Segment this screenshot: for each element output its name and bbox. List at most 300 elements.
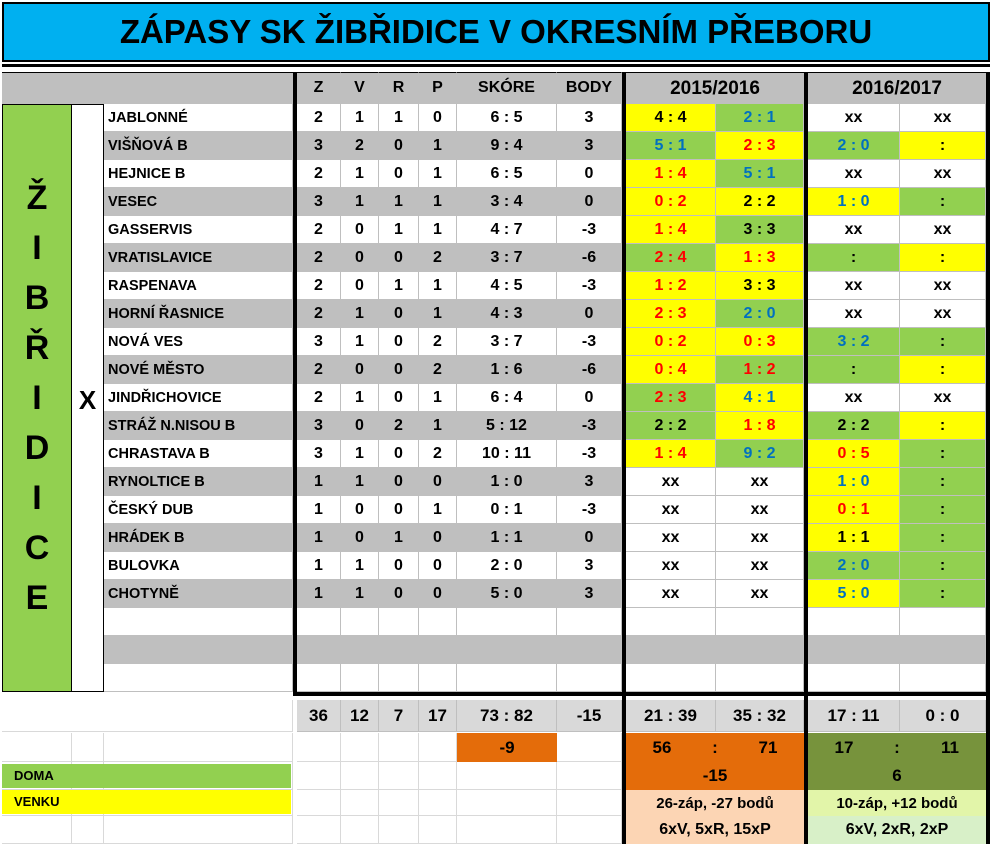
cell-skore: 3 : 4 [457, 188, 557, 216]
cell-p: 1 [419, 160, 457, 188]
result-s1a [716, 664, 804, 692]
season1-matches: 26-záp, -27 bodů [626, 790, 804, 816]
result-s1h: xx [626, 524, 716, 552]
grid-cell [419, 762, 457, 790]
cell-skore: 6 : 5 [457, 160, 557, 188]
team-name: ČESKÝ DUB [104, 496, 293, 524]
result-s1h: xx [626, 496, 716, 524]
cell-v [341, 664, 379, 692]
cell-r: 0 [379, 440, 419, 468]
result-s1a: 2 : 2 [716, 188, 804, 216]
team-name: VESEC [104, 188, 293, 216]
result-s2h: 2 : 0 [808, 552, 900, 580]
team-name: BULOVKA [104, 552, 293, 580]
legend-home: DOMA [2, 764, 291, 788]
cell-body: -3 [557, 216, 622, 244]
result-s1a: 0 : 3 [716, 328, 804, 356]
result-s2a: : [900, 580, 986, 608]
grid-cell [2, 816, 72, 844]
cell-body: -3 [557, 412, 622, 440]
result-s1h: 2 : 3 [626, 300, 716, 328]
team-name: RYNOLTICE B [104, 468, 293, 496]
cell-body: 3 [557, 132, 622, 160]
team-name: GASSERVIS [104, 216, 293, 244]
result-s1a: 4 : 1 [716, 384, 804, 412]
sidebar-letter: Ž [26, 179, 48, 217]
grid-cell [379, 762, 419, 790]
result-s2h: 2 : 2 [808, 412, 900, 440]
cell-p: 1 [419, 300, 457, 328]
header-season-2015: 2015/2016 [626, 72, 804, 104]
result-s2a: : [900, 244, 986, 272]
separator-left [293, 72, 297, 692]
cell-z [297, 636, 341, 664]
cell-r: 1 [379, 188, 419, 216]
cell-v: 1 [341, 160, 379, 188]
grid-cell [557, 790, 622, 816]
result-s2h: xx [808, 216, 900, 244]
grid-cell [341, 762, 379, 790]
grid-cell [341, 790, 379, 816]
cell-r: 0 [379, 356, 419, 384]
sidebar-letter: I [32, 379, 42, 417]
cell-p: 2 [419, 440, 457, 468]
cell-p: 0 [419, 468, 457, 496]
result-s1a: xx [716, 468, 804, 496]
cell-v: 1 [341, 300, 379, 328]
sidebar-letter: B [24, 279, 50, 317]
cell-v: 0 [341, 524, 379, 552]
cell-skore [457, 664, 557, 692]
header-v: V [341, 72, 379, 104]
grid-cell [457, 790, 557, 816]
cell-z: 3 [297, 188, 341, 216]
team-name: HORNÍ ŘASNICE [104, 300, 293, 328]
result-s1h: xx [626, 580, 716, 608]
cell-r [379, 664, 419, 692]
cell-r: 0 [379, 328, 419, 356]
team-name: VIŠŇOVÁ B [104, 132, 293, 160]
result-s1h: 2 : 2 [626, 412, 716, 440]
total-p: 17 [419, 700, 457, 732]
cell-v: 0 [341, 244, 379, 272]
result-s1h: 2 : 3 [626, 384, 716, 412]
result-s2a [900, 608, 986, 636]
result-s1a: 1 : 8 [716, 412, 804, 440]
season2-matches: 10-záp, +12 bodů [808, 790, 986, 816]
grid-cell [379, 790, 419, 816]
cell-r: 0 [379, 244, 419, 272]
result-s1a [716, 608, 804, 636]
cell-p: 1 [419, 412, 457, 440]
cell-z: 1 [297, 552, 341, 580]
sidebar-letter: I [32, 229, 42, 267]
team-name-sidebar [2, 104, 72, 692]
result-s2a: xx [900, 104, 986, 132]
cell-p: 2 [419, 244, 457, 272]
cell-skore: 4 : 5 [457, 272, 557, 300]
cell-body: 3 [557, 580, 622, 608]
result-s1a: xx [716, 552, 804, 580]
cell-skore: 2 : 0 [457, 552, 557, 580]
result-s1a: 3 : 3 [716, 216, 804, 244]
header-blank [2, 72, 293, 104]
cell-v: 1 [341, 580, 379, 608]
result-s2a: : [900, 552, 986, 580]
cell-skore [457, 608, 557, 636]
cell-z: 2 [297, 272, 341, 300]
cell-body: 0 [557, 300, 622, 328]
total-s2h: 17 : 11 [808, 700, 900, 732]
result-s2h: xx [808, 104, 900, 132]
cell-body [557, 636, 622, 664]
result-s1h: xx [626, 552, 716, 580]
season1-record: 6xV, 5xR, 15xP [626, 816, 804, 844]
season2-record: 6xV, 2xR, 2xP [808, 816, 986, 844]
result-s2h: 0 : 1 [808, 496, 900, 524]
cell-skore: 1 : 0 [457, 468, 557, 496]
header-body: BODY [557, 72, 622, 104]
cell-v: 1 [341, 384, 379, 412]
total-r: 7 [379, 700, 419, 732]
result-s2h: 1 : 1 [808, 524, 900, 552]
cell-skore: 1 : 1 [457, 524, 557, 552]
cell-body: -3 [557, 328, 622, 356]
result-s2h: 1 : 0 [808, 188, 900, 216]
cell-v [341, 636, 379, 664]
cell-v: 1 [341, 552, 379, 580]
cell-v [341, 608, 379, 636]
result-s1a: 2 : 1 [716, 104, 804, 132]
season1-goals-for: 56 [652, 737, 672, 757]
cell-z: 1 [297, 524, 341, 552]
grid-cell [297, 816, 341, 844]
team-name: RASPENAVA [104, 272, 293, 300]
cell-z: 3 [297, 440, 341, 468]
season1-goals-against: 71 [758, 737, 778, 757]
grid-cell [72, 733, 104, 762]
result-s2h [808, 608, 900, 636]
grid-cell [457, 816, 557, 844]
separator-totals [293, 692, 990, 696]
result-s1a: 9 : 2 [716, 440, 804, 468]
cell-skore: 0 : 1 [457, 496, 557, 524]
result-s2a: : [900, 496, 986, 524]
cell-skore: 4 : 7 [457, 216, 557, 244]
cell-v: 0 [341, 272, 379, 300]
result-s1a: 1 : 2 [716, 356, 804, 384]
result-s2h: 3 : 2 [808, 328, 900, 356]
cell-z: 1 [297, 468, 341, 496]
cell-z: 2 [297, 356, 341, 384]
cell-r: 0 [379, 496, 419, 524]
cell-v: 1 [341, 468, 379, 496]
cell-v: 0 [341, 412, 379, 440]
result-s2a: : [900, 328, 986, 356]
result-s1h [626, 608, 716, 636]
cell-r: 0 [379, 468, 419, 496]
cell-v: 1 [341, 328, 379, 356]
cell-r: 0 [379, 300, 419, 328]
cell-r: 0 [379, 160, 419, 188]
result-s1a: 1 : 3 [716, 244, 804, 272]
team-name [104, 636, 293, 664]
result-s2h: 1 : 0 [808, 468, 900, 496]
cell-r: 1 [379, 524, 419, 552]
season2-goals-for: 17 [834, 737, 854, 757]
cell-body: -3 [557, 272, 622, 300]
header-p: P [419, 72, 457, 104]
separator-mid [622, 72, 626, 844]
cell-p: 2 [419, 328, 457, 356]
cell-r: 1 [379, 216, 419, 244]
result-s2a: xx [900, 160, 986, 188]
result-s2a: : [900, 356, 986, 384]
versus-mark: X [78, 385, 97, 415]
cell-r: 1 [379, 272, 419, 300]
cell-body: 3 [557, 468, 622, 496]
separator-edge [986, 72, 990, 844]
grid-cell [379, 733, 419, 762]
team-name: VRATISLAVICE [104, 244, 293, 272]
result-s2h [808, 664, 900, 692]
cell-body: 0 [557, 384, 622, 412]
cell-p: 0 [419, 580, 457, 608]
season2-goals [808, 733, 986, 762]
cell-z: 2 [297, 104, 341, 132]
legend-away: VENKU [2, 790, 291, 814]
result-s1a: xx [716, 496, 804, 524]
cell-p: 0 [419, 524, 457, 552]
cell-body: -6 [557, 244, 622, 272]
result-s1h: 1 : 4 [626, 160, 716, 188]
cell-v: 1 [341, 440, 379, 468]
result-s2h: 5 : 0 [808, 580, 900, 608]
cell-skore: 5 : 0 [457, 580, 557, 608]
sidebar-letter: C [24, 529, 50, 567]
cell-body: -3 [557, 496, 622, 524]
result-s1h: 1 : 4 [626, 440, 716, 468]
result-s2h: 2 : 0 [808, 132, 900, 160]
sidebar-letter: D [24, 429, 50, 467]
team-name: STRÁŽ N.NISOU B [104, 412, 293, 440]
total-skore: 73 : 82 [457, 700, 557, 732]
goal-difference: -9 [457, 733, 557, 762]
result-s2a: xx [900, 272, 986, 300]
cell-p [419, 608, 457, 636]
season1-goals [626, 733, 804, 762]
grid-cell [2, 733, 72, 762]
cell-z: 3 [297, 328, 341, 356]
header-z: Z [297, 72, 341, 104]
cell-body: 3 [557, 552, 622, 580]
cell-v: 0 [341, 356, 379, 384]
grid-cell [297, 762, 341, 790]
title-underline [2, 64, 990, 67]
sidebar-letter: I [32, 479, 42, 517]
cell-skore: 1 : 6 [457, 356, 557, 384]
result-s2a: xx [900, 384, 986, 412]
cell-skore: 4 : 3 [457, 300, 557, 328]
result-s2a: : [900, 132, 986, 160]
result-s1a: 5 : 1 [716, 160, 804, 188]
total-s1a: 35 : 32 [716, 700, 804, 732]
grid-cell [104, 733, 293, 762]
grid-cell [419, 733, 457, 762]
result-s1h: 4 : 4 [626, 104, 716, 132]
team-name: HRÁDEK B [104, 524, 293, 552]
result-s2a [900, 636, 986, 664]
cell-p: 1 [419, 132, 457, 160]
total-z: 36 [297, 700, 341, 732]
cell-v: 0 [341, 216, 379, 244]
result-s2a: : [900, 524, 986, 552]
cell-v: 2 [341, 132, 379, 160]
cell-z: 2 [297, 300, 341, 328]
result-s2a [900, 664, 986, 692]
result-s2h: xx [808, 160, 900, 188]
result-s1h: 1 : 2 [626, 272, 716, 300]
result-s2a: : [900, 468, 986, 496]
result-s1a: xx [716, 524, 804, 552]
result-s2a: : [900, 188, 986, 216]
cell-skore: 5 : 12 [457, 412, 557, 440]
result-s1h: 1 : 4 [626, 216, 716, 244]
cell-z [297, 608, 341, 636]
grid-cell [419, 790, 457, 816]
result-s1h: 0 : 2 [626, 188, 716, 216]
cell-r: 0 [379, 384, 419, 412]
result-s1a [716, 636, 804, 664]
cell-skore: 6 : 5 [457, 104, 557, 132]
result-s2h: xx [808, 272, 900, 300]
result-s1a: 3 : 3 [716, 272, 804, 300]
cell-body: 0 [557, 160, 622, 188]
result-s2h: : [808, 356, 900, 384]
header-r: R [379, 72, 419, 104]
result-s2h: xx [808, 384, 900, 412]
page-title: ZÁPASY SK ŽIBŘIDICE V OKRESNÍM PŘEBORU [2, 2, 990, 62]
result-s1h: 2 : 4 [626, 244, 716, 272]
cell-r [379, 608, 419, 636]
sidebar-letter: E [25, 579, 49, 617]
result-s1h: 5 : 1 [626, 132, 716, 160]
result-s2h: : [808, 244, 900, 272]
result-s2h: xx [808, 300, 900, 328]
cell-p: 1 [419, 188, 457, 216]
cell-z: 3 [297, 132, 341, 160]
team-name: CHOTYNĚ [104, 580, 293, 608]
cell-z: 1 [297, 580, 341, 608]
sidebar-letter: Ř [24, 329, 50, 367]
totals-blank [2, 700, 293, 732]
cell-body [557, 664, 622, 692]
grid-cell [379, 816, 419, 844]
season1-goals-sep: : [712, 737, 718, 757]
total-s2a: 0 : 0 [900, 700, 986, 732]
grid-cell [72, 816, 104, 844]
grid-cell [419, 816, 457, 844]
cell-z [297, 664, 341, 692]
season1-diff: -15 [626, 762, 804, 790]
cell-p [419, 636, 457, 664]
grid-cell [297, 733, 341, 762]
result-s2a: xx [900, 300, 986, 328]
cell-body: 0 [557, 188, 622, 216]
grid-cell [297, 790, 341, 816]
cell-skore: 9 : 4 [457, 132, 557, 160]
result-s1h [626, 636, 716, 664]
team-name [104, 608, 293, 636]
result-s2h [808, 636, 900, 664]
grid-cell [457, 762, 557, 790]
cell-p: 0 [419, 104, 457, 132]
grid-cell [557, 816, 622, 844]
cell-p: 2 [419, 356, 457, 384]
cell-r [379, 636, 419, 664]
cell-z: 2 [297, 244, 341, 272]
cell-z: 2 [297, 384, 341, 412]
team-name: CHRASTAVA B [104, 440, 293, 468]
cell-v: 1 [341, 188, 379, 216]
team-name: JINDŘICHOVICE [104, 384, 293, 412]
cell-body: 3 [557, 104, 622, 132]
team-name: NOVÉ MĚSTO [104, 356, 293, 384]
cell-z: 2 [297, 216, 341, 244]
cell-skore: 3 : 7 [457, 328, 557, 356]
season2-goals-against: 11 [941, 737, 959, 757]
result-s1a: 2 : 0 [716, 300, 804, 328]
result-s1h: 0 : 2 [626, 328, 716, 356]
result-s1a: xx [716, 580, 804, 608]
grid-cell [104, 816, 293, 844]
result-s1h: xx [626, 468, 716, 496]
cell-r: 0 [379, 132, 419, 160]
result-s1h [626, 664, 716, 692]
result-s1h: 0 : 4 [626, 356, 716, 384]
total-body: -15 [557, 700, 622, 732]
total-s1h: 21 : 39 [626, 700, 716, 732]
season2-goals-sep: : [894, 737, 900, 757]
team-name: JABLONNÉ [104, 104, 293, 132]
team-name [104, 664, 293, 692]
cell-r: 0 [379, 580, 419, 608]
separator-right [804, 72, 808, 844]
season2-diff: 6 [808, 762, 986, 790]
cell-skore: 6 : 4 [457, 384, 557, 412]
grid-cell [557, 733, 622, 762]
result-s2a: : [900, 412, 986, 440]
cell-skore: 10 : 11 [457, 440, 557, 468]
cell-p: 1 [419, 272, 457, 300]
cell-body [557, 608, 622, 636]
cell-p: 0 [419, 552, 457, 580]
header-skore: SKÓRE [457, 72, 557, 104]
cell-z: 2 [297, 160, 341, 188]
total-v: 12 [341, 700, 379, 732]
header-season-2016: 2016/2017 [808, 72, 986, 104]
cell-p: 1 [419, 384, 457, 412]
team-name: NOVÁ VES [104, 328, 293, 356]
cell-z: 1 [297, 496, 341, 524]
cell-skore: 3 : 7 [457, 244, 557, 272]
cell-z: 3 [297, 412, 341, 440]
cell-skore [457, 636, 557, 664]
result-s2h: 0 : 5 [808, 440, 900, 468]
grid-cell [341, 816, 379, 844]
grid-cell [557, 762, 622, 790]
result-s2a: xx [900, 216, 986, 244]
